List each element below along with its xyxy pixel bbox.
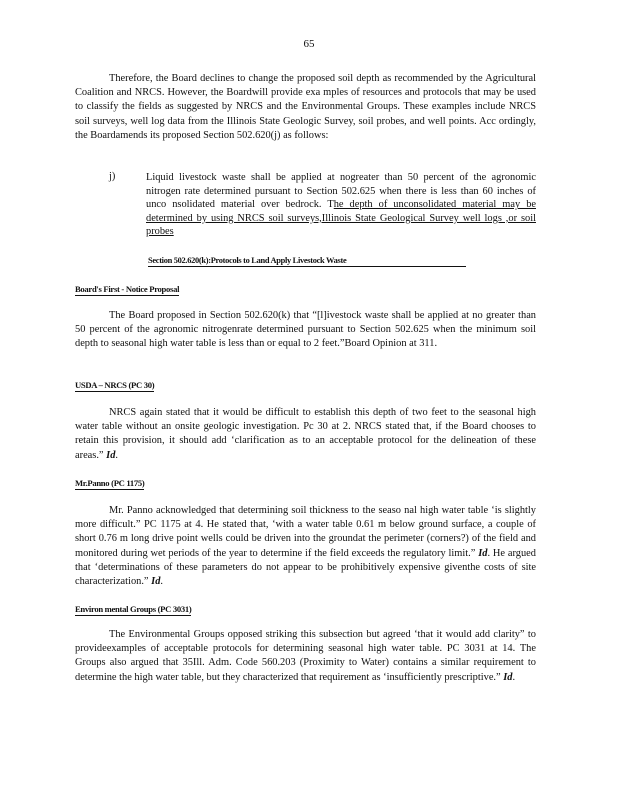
paragraph-panno-text-2: . He argued that ‘determinations of these parameters do not appear to be prohibitively expensive giventhe costs of site characterization.” xyxy=(75,547,536,588)
heading-usda-nrcs: USDA – NRCS (PC 30) xyxy=(75,380,155,390)
citation-id: Id xyxy=(503,671,513,683)
rule-text xyxy=(146,171,536,239)
heading-mr-panno: Mr.Panno (PC 1175) xyxy=(75,478,145,488)
paragraph-environmental-groups: The Environmental Groups opposed striking this subsection but agreed ‘that it would add clarity” to provideexamples of acceptable protocols for determining seasonal high water table. PC 3031 at 14. The Groups also argued that 35Ill. Adm. Code 560.203 (Proximity to Water) contains a similar requirement to determine the high water table, but they characterized that requirement as ‘insufficiently prescriptive.” Id. xyxy=(75,629,536,683)
paragraph-environmental-groups-text: The Environmental Groups opposed striking this subsection but agreed ‘that it would add clarity” to provideexamples of acceptable protocols for determining seasonal high water table. PC 3031 at 14. The Groups also argued that 35Ill. Adm. Code 560.203 (Proximity to Water) contains a similar requirement to determine the high water table, but they characterized that requirement as ‘insufficiently prescriptive.” xyxy=(75,629,536,683)
section-heading: Section 502.620(k):Protocols to Land Apply Livestock Waste xyxy=(148,256,466,267)
rule-text-plain: Liquid livestock waste shall be applied at nogreater than 50 percent of the agronomic nitrogen rate determined pursuant to Section 502.625 when there is less than 60 inches of unco nsolidated material over bedrock. T xyxy=(146,172,536,211)
rule-label: j) xyxy=(109,171,116,182)
paragraph-nrcs-text: NRCS again stated that it would be difficult to establish this depth of two feet to the seasonal high water table without an onsite geologic investigation. Pc 30 at 2. NRCS stated that, if the Board chooses to retain this provision, it should add ‘clarification as to an acceptable protocol for the delineation of these areas.” xyxy=(75,407,536,461)
citation-id: Id xyxy=(106,449,116,461)
citation-id: Id xyxy=(151,576,161,588)
rule-text-amendment: he depth of unconsolidated material may be determined by using NRCS soil surveys,Illinois State Geological Survey well logs ,or soil probes xyxy=(146,199,536,238)
citation-id: Id xyxy=(478,547,488,559)
paragraph-panno: Mr. Panno acknowledged that determining soil thickness to the seaso nal high water table ‘is slightly more difficult.” PC 1175 at 4. He stated that, ‘with a water table 0.61 m below ground surface, a couple of short 0.76 m long drive point wells could be driven into the groundat the perimeter (corners?) of the field and monitored during wet periods of the year to determine if the field exceeds the regulatory limit.” Id. He argued that ‘determinations of these parameters do not appear to be prohibitively expensive giventhe costs of site characterization.” Id. xyxy=(75,505,536,588)
heading-boards-proposal: Board's First - Notice Proposal xyxy=(75,284,180,294)
paragraph-nrcs: NRCS again stated that it would be difficult to establish this depth of two feet to the seasonal high water table without an onsite geologic investigation. Pc 30 at 2. NRCS stated that, if the Board chooses to retain this provision, it should add ‘clarification as to an acceptable protocol for the delineation of these areas.” Id. xyxy=(75,407,536,461)
paragraph-board-proposed: The Board proposed in Section 502.620(k) that “[l]ivestock waste shall be applied at no greater than 50 percent of the agronomic nitrogenrate determined pursuant to Section 502.625 when the minimum soil depth to seasonal high water table is less than or equal to 2 feet.”Board Opinion at 311. xyxy=(75,310,536,350)
paragraph-therefore: Therefore, the Board declines to change the proposed soil depth as recommended by the Agricultural Coalition and NRCS. However, the Boardwill provide exa mples of resources and protocols that may be used to classify the fields as suggested by NRCS and the Environmental Groups. These examples include NRCS soil surveys, well log data from the Illinois State Geologic Survey, soil probes, and well points. Acc ordingly, the Boardamends its proposed Section 502.620(j) as follows: xyxy=(75,73,536,141)
heading-environmental-groups: Environ mental Groups (PC 3031) xyxy=(75,604,192,614)
page-number: 65 xyxy=(303,38,315,50)
paragraph-panno-text: Mr. Panno acknowledged that determining soil thickness to the seaso nal high water table ‘is slightly more difficult.” PC 1175 at 4. He stated that, ‘with a water table 0.61 m below ground surface, a couple of short 0.76 m long drive point wells could be driven into the groundat the perimeter (corners?) of the field and monitored during wet periods of the year to determine if the field exceeds the regulatory limit.” xyxy=(75,505,536,559)
